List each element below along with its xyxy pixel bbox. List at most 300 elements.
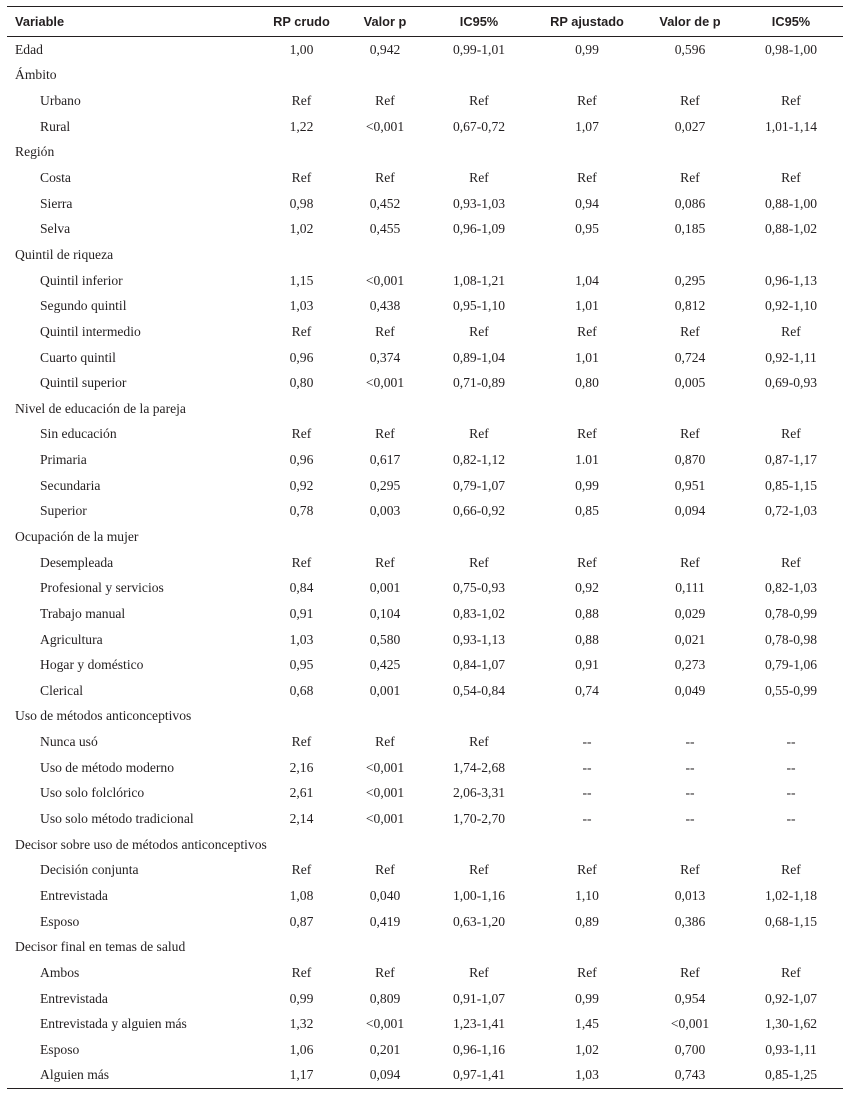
table-row [7, 755, 843, 781]
cell-valor-p: 0,438 [369, 298, 401, 314]
row-label: Decisión conjunta [40, 862, 139, 878]
row-label: Secundaria [40, 477, 101, 493]
cell-valor-p: 0,295 [369, 477, 401, 493]
row-label: Ambos [40, 964, 80, 980]
cell-rp-crudo: 0,99 [289, 990, 314, 1006]
cell-rp-crudo: 0,80 [289, 375, 314, 391]
cell-ic95-crudo: 1,00-1,16 [452, 887, 506, 903]
cell-ic95-crudo: 1,70-2,70 [452, 811, 506, 827]
cell-valor-de-p: 0,700 [674, 1041, 706, 1057]
table-row [7, 319, 843, 345]
empty-cell [641, 524, 739, 550]
cell-rp-ajustado: Ref [577, 426, 597, 442]
table-row [7, 114, 843, 140]
empty-cell [641, 140, 739, 166]
cell-rp-crudo: Ref [291, 554, 312, 570]
table-row [7, 345, 843, 371]
row-label: Clerical [40, 682, 84, 698]
row-label: Uso solo folclórico [40, 785, 145, 801]
cell-valor-de-p: 0,954 [674, 990, 706, 1006]
table-row [7, 293, 843, 319]
cell-rp-crudo: Ref [291, 964, 312, 980]
table-row [7, 1037, 843, 1063]
table-row [7, 729, 843, 755]
cell-valor-de-p: Ref [680, 323, 700, 339]
cell-valor-p: Ref [375, 426, 395, 442]
table-row [7, 678, 843, 704]
cell-rp-crudo: 1,22 [289, 118, 314, 134]
cell-rp-ajustado: 0,88 [575, 605, 599, 621]
group-label: Quintil de riqueza [15, 246, 114, 262]
cell-ic95-ajustado: 0,98-1,00 [764, 41, 818, 57]
empty-cell [345, 396, 425, 422]
empty-cell [258, 832, 345, 858]
cell-ic95-crudo: 0,96-1,09 [452, 221, 506, 237]
cell-rp-crudo: 1,00 [289, 41, 314, 57]
cell-ic95-crudo: 0,63-1,20 [452, 913, 506, 929]
table-row [7, 960, 843, 986]
cell-valor-p: <0,001 [365, 811, 405, 827]
cell-ic95-crudo: Ref [469, 426, 489, 442]
cell-valor-p: <0,001 [365, 785, 405, 801]
cell-valor-de-p: 0,812 [674, 298, 706, 314]
cell-ic95-ajustado: 0,82-1,03 [764, 580, 818, 596]
cell-valor-p: <0,001 [365, 118, 405, 134]
cell-valor-de-p: 0,086 [674, 195, 706, 211]
group-label: Edad [15, 41, 43, 57]
empty-cell [425, 396, 533, 422]
cell-rp-ajustado: Ref [577, 862, 597, 878]
cell-rp-ajustado: Ref [577, 170, 597, 186]
empty-cell [345, 704, 425, 730]
table-row [7, 652, 843, 678]
cell-rp-crudo: 0,98 [289, 195, 314, 211]
table-row [7, 883, 843, 909]
cell-valor-p: 0,455 [369, 221, 401, 237]
cell-ic95-ajustado: -- [786, 811, 796, 827]
cell-rp-ajustado: -- [582, 759, 592, 775]
cell-valor-p: Ref [375, 964, 395, 980]
empty-cell [641, 832, 739, 858]
cell-ic95-ajustado: 0,92-1,11 [765, 349, 817, 365]
cell-valor-p: 0,419 [369, 913, 401, 929]
cell-rp-crudo: 0,96 [289, 349, 314, 365]
table-row [7, 473, 843, 499]
cell-valor-de-p: 0,049 [674, 682, 706, 698]
cell-ic95-crudo: 1,23-1,41 [452, 1016, 506, 1032]
cell-valor-de-p: -- [685, 734, 695, 750]
empty-cell [533, 242, 641, 268]
cell-rp-crudo: 1,17 [258, 1063, 345, 1089]
cell-rp-ajustado: 0,88 [575, 631, 599, 647]
cell-rp-ajustado: 0,80 [575, 375, 599, 391]
cell-ic95-ajustado: Ref [781, 862, 801, 878]
table-row [7, 268, 843, 294]
cell-valor-p: <0,001 [365, 759, 405, 775]
cell-valor-de-p: Ref [680, 862, 700, 878]
group-row [7, 396, 843, 422]
table-row [7, 447, 843, 473]
row-label: Esposo [40, 913, 80, 929]
cell-rp-crudo: Ref [291, 170, 312, 186]
empty-cell [739, 934, 843, 960]
row-label: Agricultura [40, 631, 103, 647]
cell-ic95-ajustado: 1,01-1,14 [764, 118, 818, 134]
empty-cell [533, 704, 641, 730]
row-label: Quintil intermedio [40, 323, 141, 339]
cell-ic95-crudo: 1,08-1,21 [452, 272, 506, 288]
cell-valor-p: 0,617 [369, 452, 401, 468]
cell-ic95-crudo: 0,71-0,89 [452, 375, 506, 391]
row-label: Sin educación [40, 426, 117, 442]
cell-rp-crudo: 2,14 [289, 811, 314, 827]
cell-rp-crudo: 1,15 [289, 272, 314, 288]
row-label: Uso solo método tradicional [40, 811, 194, 827]
cell-ic95-crudo: 0,93-1,13 [452, 631, 506, 647]
empty-cell [739, 396, 843, 422]
group-label: Región [15, 144, 55, 160]
group-row [7, 242, 843, 268]
cell-rp-ajustado: 0,95 [575, 221, 599, 237]
row-label: Superior [40, 503, 87, 519]
table-row [7, 191, 843, 217]
cell-valor-p: Ref [375, 554, 395, 570]
cell-rp-crudo: 0,91 [289, 605, 314, 621]
cell-valor-de-p: 0,185 [674, 221, 706, 237]
empty-cell [345, 524, 425, 550]
cell-ic95-crudo: Ref [469, 862, 489, 878]
empty-cell [739, 242, 843, 268]
cell-valor-de-p: 0,870 [674, 452, 706, 468]
row-label: Primaria [40, 452, 87, 468]
row-label: Cuarto quintil [40, 349, 116, 365]
cell-valor-de-p: 0,111 [675, 580, 705, 596]
cell-rp-crudo: Ref [291, 426, 312, 442]
cell-rp-crudo: 0,92 [289, 477, 314, 493]
header-variable: Variable [7, 7, 258, 37]
cell-valor-p: 0,001 [369, 580, 401, 596]
row-label: Quintil inferior [40, 272, 123, 288]
cell-ic95-ajustado: 0,85-1,25 [739, 1063, 843, 1089]
cell-valor-de-p: Ref [680, 93, 700, 109]
cell-valor-p: <0,001 [365, 375, 405, 391]
cell-ic95-ajustado: Ref [781, 964, 801, 980]
cell-ic95-crudo: Ref [469, 964, 489, 980]
cell-rp-ajustado: 0,99 [575, 477, 599, 493]
cell-valor-p: 0,452 [369, 195, 401, 211]
row-label: Hogar y doméstico [40, 657, 144, 673]
cell-valor-de-p: Ref [680, 426, 700, 442]
cell-valor-p: Ref [375, 734, 395, 750]
cell-ic95-ajustado: 0,88-1,00 [764, 195, 818, 211]
empty-cell [533, 396, 641, 422]
header-row [7, 7, 843, 37]
cell-rp-ajustado: Ref [577, 554, 597, 570]
cell-valor-p: 0,580 [369, 631, 401, 647]
cell-ic95-ajustado: 0,87-1,17 [764, 452, 818, 468]
cell-rp-crudo: 1,32 [289, 1016, 314, 1032]
header-rp-crudo: RP crudo [258, 7, 345, 37]
cell-valor-de-p: 0,386 [674, 913, 706, 929]
results-table [7, 6, 843, 1089]
cell-valor-p: 0,425 [369, 657, 401, 673]
empty-cell [533, 934, 641, 960]
cell-rp-crudo: 1,03 [289, 631, 314, 647]
cell-ic95-ajustado: Ref [781, 170, 801, 186]
cell-ic95-crudo: 2,06-3,31 [452, 785, 506, 801]
cell-ic95-ajustado: 0,92-1,07 [764, 990, 818, 1006]
cell-valor-p: Ref [375, 170, 395, 186]
table-row [7, 499, 843, 525]
cell-rp-ajustado: 1,07 [575, 118, 599, 134]
cell-rp-ajustado: 0,94 [575, 195, 599, 211]
row-label: Costa [40, 170, 71, 186]
cell-valor-de-p: 0,005 [674, 375, 706, 391]
table-row [7, 986, 843, 1012]
group-row [7, 704, 843, 730]
cell-ic95-ajustado: -- [786, 734, 796, 750]
cell-ic95-ajustado: 1,30-1,62 [764, 1016, 818, 1032]
table-row [7, 601, 843, 627]
empty-cell [425, 704, 533, 730]
cell-rp-ajustado: -- [582, 734, 592, 750]
cell-rp-crudo: 1,08 [289, 887, 314, 903]
cell-rp-ajustado: Ref [577, 323, 597, 339]
cell-rp-crudo: 0,96 [289, 452, 314, 468]
group-row [7, 934, 843, 960]
row-label: Esposo [40, 1041, 80, 1057]
cell-rp-crudo: 2,61 [289, 785, 314, 801]
cell-ic95-crudo: 0,99-1,01 [452, 41, 506, 57]
header-ic95-ajustado: IC95% [739, 7, 843, 37]
cell-valor-p: Ref [375, 93, 395, 109]
header-ic95-crudo: IC95% [425, 7, 533, 37]
empty-cell [641, 934, 739, 960]
table-row [7, 781, 843, 807]
table-row [7, 627, 843, 653]
cell-ic95-crudo: 0,67-0,72 [452, 118, 506, 134]
cell-rp-ajustado: 0,91 [575, 657, 599, 673]
cell-rp-crudo: 0,78 [289, 503, 314, 519]
group-row [7, 37, 843, 63]
cell-rp-crudo: 0,84 [289, 580, 314, 596]
table-row [7, 216, 843, 242]
row-label: Urbano [40, 93, 81, 109]
cell-ic95-ajustado: Ref [781, 93, 801, 109]
cell-ic95-ajustado: 0,78-0,98 [764, 631, 818, 647]
empty-cell [739, 832, 843, 858]
cell-valor-p: <0,001 [365, 1016, 405, 1032]
cell-ic95-ajustado: 0,69-0,93 [764, 375, 818, 391]
cell-valor-de-p: 0,094 [674, 503, 706, 519]
empty-cell [425, 242, 533, 268]
cell-valor-de-p: Ref [680, 554, 700, 570]
cell-ic95-crudo: Ref [469, 323, 489, 339]
cell-ic95-ajustado: 0,85-1,15 [764, 477, 818, 493]
row-label: Trabajo manual [40, 605, 126, 621]
cell-valor-de-p: Ref [680, 964, 700, 980]
empty-cell [533, 524, 641, 550]
cell-valor-p: 0,104 [369, 605, 401, 621]
cell-ic95-crudo: 0,97-1,41 [425, 1063, 533, 1089]
cell-ic95-crudo: 0,54-0,84 [452, 682, 506, 698]
empty-cell [641, 63, 739, 89]
cell-valor-p: 0,003 [369, 503, 401, 519]
row-label: Alguien más [7, 1063, 258, 1089]
cell-ic95-ajustado: 0,68-1,15 [764, 913, 818, 929]
table-row [7, 909, 843, 935]
table-row [7, 165, 843, 191]
row-label: Segundo quintil [40, 298, 127, 314]
empty-cell [425, 832, 533, 858]
cell-valor-p: 0,809 [369, 990, 401, 1006]
table-row [7, 1011, 843, 1037]
cell-ic95-crudo: 0,91-1,07 [452, 990, 506, 1006]
group-label: Ámbito [15, 67, 57, 83]
cell-valor-de-p: 0,021 [674, 631, 706, 647]
cell-ic95-ajustado: 0,78-0,99 [764, 605, 818, 621]
group-row [7, 524, 843, 550]
empty-cell [345, 832, 425, 858]
empty-cell [739, 704, 843, 730]
cell-rp-ajustado: 1,01 [575, 349, 599, 365]
cell-ic95-ajustado: 0,92-1,10 [764, 298, 818, 314]
empty-cell [533, 63, 641, 89]
cell-ic95-ajustado: 0,72-1,03 [764, 503, 818, 519]
row-label: Desempleada [40, 554, 114, 570]
group-label: Ocupación de la mujer [15, 528, 139, 544]
cell-valor-p: 0,094 [345, 1063, 425, 1089]
cell-ic95-crudo: 0,75-0,93 [452, 580, 506, 596]
group-label: Nivel de educación de la pareja [15, 400, 186, 416]
cell-valor-p: 0,001 [369, 682, 401, 698]
cell-rp-crudo: 1,03 [289, 298, 314, 314]
cell-valor-p: 0,942 [369, 41, 401, 57]
cell-rp-crudo: 0,68 [289, 682, 314, 698]
empty-cell [345, 934, 425, 960]
cell-rp-ajustado: Ref [577, 964, 597, 980]
cell-rp-ajustado: 0,99 [575, 41, 599, 57]
cell-valor-de-p: 0,596 [674, 41, 706, 57]
cell-ic95-ajustado: 0,55-0,99 [764, 682, 818, 698]
empty-cell [425, 63, 533, 89]
empty-cell [258, 242, 345, 268]
group-label: Decisor final en temas de salud [15, 939, 186, 955]
cell-valor-de-p: 0,029 [674, 605, 706, 621]
cell-rp-crudo: Ref [291, 862, 312, 878]
cell-ic95-crudo: 0,93-1,03 [452, 195, 506, 211]
cell-rp-crudo: Ref [291, 93, 312, 109]
cell-valor-de-p: <0,001 [670, 1016, 710, 1032]
cell-rp-ajustado: 0,92 [575, 580, 599, 596]
cell-ic95-ajustado: 0,93-1,11 [765, 1041, 817, 1057]
empty-cell [425, 140, 533, 166]
cell-ic95-ajustado: -- [786, 785, 796, 801]
row-label: Quintil superior [40, 375, 127, 391]
cell-rp-crudo: Ref [291, 323, 312, 339]
cell-ic95-ajustado: -- [786, 759, 796, 775]
cell-valor-de-p: 0,013 [674, 887, 706, 903]
header-valor-p: Valor p [345, 7, 425, 37]
cell-ic95-crudo: 0,84-1,07 [452, 657, 506, 673]
cell-rp-ajustado: 1,10 [575, 887, 599, 903]
empty-cell [345, 242, 425, 268]
row-label: Profesional y servicios [40, 580, 164, 596]
header-rp-ajustado: RP ajustado [533, 7, 641, 37]
cell-valor-de-p: 0,951 [674, 477, 706, 493]
cell-rp-ajustado: 1,04 [575, 272, 599, 288]
cell-valor-de-p: 0,295 [674, 272, 706, 288]
cell-rp-crudo: 1,02 [289, 221, 314, 237]
table-row [7, 550, 843, 576]
empty-cell [258, 63, 345, 89]
empty-cell [258, 524, 345, 550]
empty-cell [641, 396, 739, 422]
cell-ic95-crudo: Ref [469, 554, 489, 570]
cell-valor-de-p: 0,273 [674, 657, 706, 673]
group-row [7, 832, 843, 858]
cell-rp-ajustado: Ref [577, 93, 597, 109]
row-label: Selva [40, 221, 71, 237]
empty-cell [345, 63, 425, 89]
cell-rp-crudo: Ref [291, 734, 312, 750]
cell-valor-de-p: 0,724 [674, 349, 706, 365]
empty-cell [425, 524, 533, 550]
empty-cell [258, 704, 345, 730]
cell-ic95-ajustado: 0,88-1,02 [764, 221, 818, 237]
empty-cell [258, 934, 345, 960]
table-row [7, 370, 843, 396]
group-row [7, 140, 843, 166]
cell-rp-crudo: 0,87 [289, 913, 314, 929]
cell-rp-ajustado: 0,89 [575, 913, 599, 929]
cell-ic95-crudo: 0,95-1,10 [452, 298, 506, 314]
empty-cell [739, 524, 843, 550]
empty-cell [641, 242, 739, 268]
cell-valor-de-p: -- [685, 811, 695, 827]
cell-rp-ajustado: 1.01 [575, 452, 599, 468]
empty-cell [258, 140, 345, 166]
table-row [7, 575, 843, 601]
cell-rp-ajustado: 1,03 [533, 1063, 641, 1089]
cell-valor-p: 0,201 [369, 1041, 401, 1057]
cell-ic95-crudo: Ref [469, 93, 489, 109]
cell-ic95-crudo: 0,96-1,16 [452, 1041, 506, 1057]
cell-ic95-ajustado: Ref [781, 426, 801, 442]
cell-rp-ajustado: 0,74 [575, 682, 599, 698]
row-label: Rural [40, 118, 71, 134]
cell-ic95-ajustado: Ref [781, 323, 801, 339]
empty-cell [533, 832, 641, 858]
row-label: Nunca usó [40, 734, 98, 750]
cell-valor-p: Ref [375, 862, 395, 878]
table-row [7, 88, 843, 114]
cell-rp-ajustado: -- [582, 785, 592, 801]
cell-valor-p: 0,040 [369, 887, 401, 903]
cell-rp-ajustado: -- [582, 811, 592, 827]
cell-ic95-crudo: Ref [469, 734, 489, 750]
empty-cell [258, 396, 345, 422]
cell-ic95-crudo: 0,83-1,02 [452, 605, 506, 621]
cell-ic95-crudo: 0,66-0,92 [452, 503, 506, 519]
row-label: Entrevistada y alguien más [40, 1016, 187, 1032]
empty-cell [345, 140, 425, 166]
table-row [7, 1063, 843, 1089]
cell-ic95-ajustado: 1,02-1,18 [764, 887, 818, 903]
table-row [7, 806, 843, 832]
cell-rp-ajustado: 1,45 [575, 1016, 599, 1032]
table-row [7, 858, 843, 884]
